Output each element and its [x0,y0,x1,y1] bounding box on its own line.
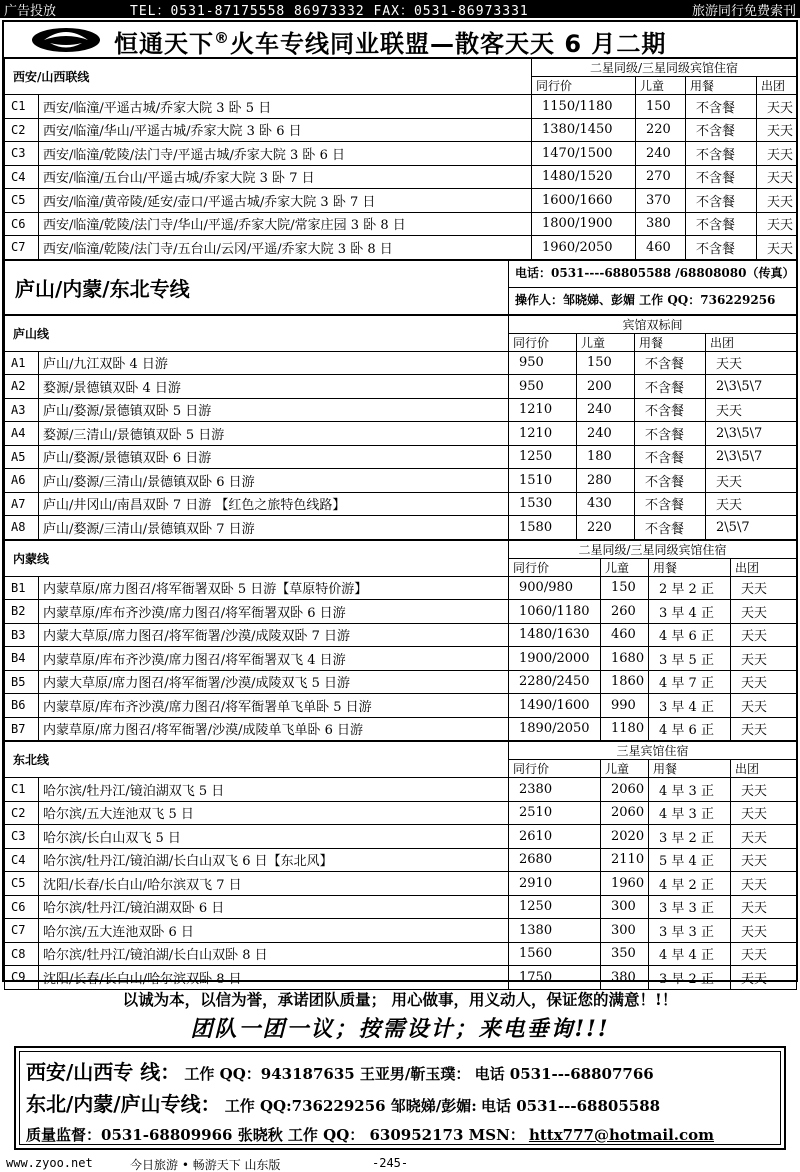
section-title-lushan: 庐山线 [5,315,509,351]
service-slogan: 以诚为本，以信为誉，承诺团队质量； 用心做事，用义动人，保证您的满意！!！ [122,990,678,1009]
child-price: 260 [601,600,649,624]
route-code: B2 [5,600,39,624]
tel-fax: TEL：0531-87175558 86973332 FAX：0531-86973331 [130,3,529,19]
route-code: C6 [5,212,39,236]
meal-info: 不含餐 [635,398,706,422]
route-name: 婺源/景德镇双卧 4 日游 [39,375,509,399]
route-code: B7 [5,717,39,741]
route-code: B1 [5,576,39,600]
child-price: 180 [577,445,635,469]
banner [4,22,796,58]
route-name: 内蒙草原/库布齐沙漠/席力图召/将军衙署双卧 6 日游 [39,600,509,624]
route-name: 西安/临潼/平遥古城/乔家大院 3 卧 5 日 [39,95,532,119]
lodging-caption: 宾馆双标间 [509,315,797,333]
table-row [5,236,797,260]
table-row [5,445,797,469]
departure-days: 天天 [731,919,797,943]
departure-days: 天天 [731,647,797,671]
meal-info: 3 早 3 正 [649,919,731,943]
peer-price: 2510 [509,801,601,825]
child-price: 460 [601,623,649,647]
route-code: C3 [5,825,39,849]
neimeng-table [4,540,797,742]
top-contact-bar [0,0,800,18]
peer-price: 900/980 [509,576,601,600]
table-row [5,778,797,802]
meal-info: 4 早 6 正 [649,623,731,647]
route-name: 沈阳/长春/长白山/哈尔滨双飞 7 日 [39,872,509,896]
departure-days: 天天 [731,694,797,718]
route-name: 庐山/婺源/景德镇双卧 5 日游 [39,398,509,422]
child-price: 150 [636,95,686,119]
meal-info: 4 早 6 正 [649,717,731,741]
route-code: B4 [5,647,39,671]
table-row [5,623,797,647]
child-price: 380 [601,966,649,990]
route-code: C1 [5,778,39,802]
departure-days: 2\3\5\7 [706,422,797,446]
meal-info: 不含餐 [686,212,757,236]
meal-info: 4 早 7 正 [649,670,731,694]
msn-link[interactable]: httx777@hotmail.com [528,1126,715,1144]
peer-price: 1380/1450 [532,118,636,142]
child-price: 430 [577,492,635,516]
child-price: 1860 [601,670,649,694]
route-name: 内蒙草原/席力图召/将军衙署双卧 5 日游【草原特价游】 [39,576,509,600]
col-price: 同行价 [509,333,577,351]
route-name: 内蒙草原/库布齐沙漠/席力图召/将军衙署双飞 4 日游 [39,647,509,671]
route-name: 内蒙大草原/席力图召/将军衙署/沙漠/成陵双卧 7 日游 [39,623,509,647]
route-name: 哈尔滨/牡丹江/镜泊湖/长白山双飞 6 日【东北风】 [39,848,509,872]
departure-days: 天天 [731,623,797,647]
lodging-caption: 二星同级/三星同级宾馆住宿 [509,540,797,558]
child-price: 240 [577,398,635,422]
peer-price: 1750 [509,966,601,990]
departure-days: 天天 [757,212,797,236]
child-price: 350 [601,942,649,966]
departure-days: 天天 [731,895,797,919]
specialty-line-title: 庐山/内蒙/东北专线 [5,260,509,314]
col-meal: 用餐 [649,558,731,576]
page-number: -245- [372,1156,409,1170]
route-code: A4 [5,422,39,446]
departure-days: 2\3\5\7 [706,375,797,399]
route-code: C7 [5,919,39,943]
departure-days: 2\3\5\7 [706,445,797,469]
col-meal: 用餐 [686,77,757,95]
quality-supervision: 质量监督：0531-68809966 张晓秋 工作 QQ： 630952173 MSN： [26,1126,525,1144]
route-code: C5 [5,189,39,213]
meal-info: 4 早 2 正 [649,872,731,896]
peer-price: 1490/1600 [509,694,601,718]
route-name: 哈尔滨/长白山双飞 5 日 [39,825,509,849]
col-child: 儿童 [577,333,635,351]
departure-days: 天天 [731,717,797,741]
table-row [5,919,797,943]
departure-days: 2\5\7 [706,516,797,540]
child-price: 380 [636,212,686,236]
peer-price: 1510 [509,469,577,493]
dongbei-qq: 工作 QQ:736229256 邹晓娣/彭媚: [224,1097,477,1115]
peer-price: 1250 [509,895,601,919]
table-row [5,825,797,849]
table-row [5,375,797,399]
route-name: 西安/临潼/乾陵/法门寺/平遥古城/乔家大院 3 卧 6 日 [39,142,532,166]
peer-price: 1530 [509,492,577,516]
col-price: 同行价 [509,760,601,778]
peer-price: 950 [509,375,577,399]
peer-price: 1250 [509,445,577,469]
meal-info: 3 早 4 正 [649,694,731,718]
route-code: C6 [5,895,39,919]
meal-info: 不含餐 [686,95,757,119]
table-row [5,872,797,896]
peer-price: 1580 [509,516,577,540]
departure-days: 天天 [757,95,797,119]
peer-price: 2380 [509,778,601,802]
section-title-xian: 西安/山西联线 [5,59,532,95]
col-meal: 用餐 [635,333,706,351]
route-name: 内蒙大草原/席力图召/将军衙署/沙漠/成陵双飞 5 日游 [39,670,509,694]
departure-days: 天天 [731,670,797,694]
child-price: 240 [636,142,686,166]
child-price: 280 [577,469,635,493]
meal-info: 不含餐 [635,351,706,375]
route-code: C7 [5,236,39,260]
departure-days: 天天 [757,236,797,260]
meal-info: 4 早 4 正 [649,942,731,966]
departure-days: 天天 [731,801,797,825]
route-name: 西安/临潼/华山/平遥古城/乔家大院 3 卧 6 日 [39,118,532,142]
table-row [5,189,797,213]
route-code: C1 [5,95,39,119]
departure-days: 天天 [731,966,797,990]
departure-days: 天天 [731,825,797,849]
banner-title [114,24,666,59]
departure-days: 天天 [731,600,797,624]
footer-publication: 今日旅游 • 畅游天下 山东版 [130,1158,281,1172]
child-price: 990 [601,694,649,718]
route-code: C2 [5,118,39,142]
departure-days: 天天 [757,165,797,189]
col-departure: 出团 [706,333,797,351]
route-code: A3 [5,398,39,422]
xian-phone: 电话 0531---68807766 [474,1065,654,1083]
departure-days: 天天 [706,351,797,375]
peer-price: 2680 [509,848,601,872]
company-logo-icon [30,26,102,54]
child-price: 270 [636,165,686,189]
route-code: A8 [5,516,39,540]
table-row [5,351,797,375]
route-code: C4 [5,848,39,872]
ad-label: 广告投放 [4,3,57,19]
route-code: A1 [5,351,39,375]
route-code: A2 [5,375,39,399]
contact-box [14,1046,786,1150]
route-code: C4 [5,165,39,189]
table-row [5,469,797,493]
col-child: 儿童 [601,558,649,576]
peer-price: 2610 [509,825,601,849]
contact-row-quality [26,1124,714,1145]
route-code: C8 [5,942,39,966]
col-meal: 用餐 [649,760,731,778]
route-code: C9 [5,966,39,990]
table-row [5,422,797,446]
meal-info: 不含餐 [686,236,757,260]
specialty-line-band [4,260,797,315]
table-row [5,942,797,966]
departure-days: 天天 [731,942,797,966]
peer-price: 1480/1520 [532,165,636,189]
lushan-table [4,315,797,540]
table-row [5,647,797,671]
peer-price: 1600/1660 [532,189,636,213]
route-name: 西安/临潼/乾陵/法门寺/华山/平遥/乔家大院/常家庄园 3 卧 8 日 [39,212,532,236]
departure-days: 天天 [757,118,797,142]
table-row [5,118,797,142]
route-code: B3 [5,623,39,647]
col-departure: 出团 [757,77,797,95]
child-price: 300 [601,895,649,919]
route-name: 西安/临潼/乾陵/法门寺/五台山/云冈/平遥/乔家大院 3 卧 8 日 [39,236,532,260]
meal-info: 3 早 5 正 [649,647,731,671]
child-price: 220 [636,118,686,142]
departure-days: 天天 [731,778,797,802]
table-row [5,966,797,990]
peer-price: 1480/1630 [509,623,601,647]
contact-row-xian [26,1056,654,1085]
meal-info: 不含餐 [686,118,757,142]
meal-info: 不含餐 [635,492,706,516]
table-row [5,717,797,741]
departure-days: 天天 [731,576,797,600]
dongbei-line-label: 东北/内蒙/庐山专线： [26,1092,221,1116]
route-code: C5 [5,872,39,896]
route-name: 内蒙草原/库布齐沙漠/席力图召/将军衙署单飞单卧 5 日游 [39,694,509,718]
departure-days: 天天 [731,872,797,896]
route-code: A7 [5,492,39,516]
table-row [5,576,797,600]
child-price: 200 [577,375,635,399]
departure-days: 天天 [757,189,797,213]
peer-price: 1560 [509,942,601,966]
peer-price: 1060/1180 [509,600,601,624]
route-name: 婺源/三清山/景德镇双卧 5 日游 [39,422,509,446]
col-child: 儿童 [636,77,686,95]
table-row [5,492,797,516]
xian-qq: 工作 QQ：943187635 王亚男/靳玉璞： [184,1065,471,1083]
peer-price: 1890/2050 [509,717,601,741]
page-footer [0,1154,800,1172]
table-row [5,694,797,718]
route-name: 庐山/婺源/三清山/景德镇双卧 6 日游 [39,469,509,493]
dongbei-table [4,741,797,990]
team-slogan: 团队一团一议；按需设计；来电垂询!!! [190,1016,610,1042]
table-row [5,95,797,119]
peer-price: 1900/2000 [509,647,601,671]
meal-info: 3 早 4 正 [649,600,731,624]
route-code: B6 [5,694,39,718]
peer-price: 950 [509,351,577,375]
route-code: A6 [5,469,39,493]
table-row [5,212,797,236]
col-price: 同行价 [532,77,636,95]
xian-shanxi-table [4,58,797,260]
child-price: 300 [601,919,649,943]
section-title-dongbei: 东北线 [5,742,509,778]
peer-price: 1800/1900 [532,212,636,236]
departure-days: 天天 [706,492,797,516]
dongbei-phone: 电话 0531---68805588 [480,1097,661,1115]
table-row [5,165,797,189]
peer-price: 1380 [509,919,601,943]
route-name: 西安/临潼/黄帝陵/延安/壶口/平遥古城/乔家大院 3 卧 7 日 [39,189,532,213]
departure-days: 天天 [757,142,797,166]
table-row [5,848,797,872]
peer-price: 1150/1180 [532,95,636,119]
child-price: 2060 [601,778,649,802]
table-row [5,895,797,919]
peer-price: 1210 [509,398,577,422]
col-price: 同行价 [509,558,601,576]
route-name: 内蒙草原/席力图召/将军衙署/沙漠/成陵单飞单卧 6 日游 [39,717,509,741]
route-name: 庐山/婺源/景德镇双卧 6 日游 [39,445,509,469]
contact-phone: 电话：0531----68805588 /68808080（传真） [509,260,797,287]
meal-info: 3 早 2 正 [649,966,731,990]
meal-info: 不含餐 [635,422,706,446]
route-name: 哈尔滨/五大连池双卧 6 日 [39,919,509,943]
col-departure: 出团 [731,558,797,576]
xian-line-label: 西安/山西专 线： [26,1060,181,1084]
meal-info: 3 早 2 正 [649,825,731,849]
table-row [5,398,797,422]
peer-price: 1210 [509,422,577,446]
route-code: C3 [5,142,39,166]
route-name: 哈尔滨/牡丹江/镜泊湖双飞 5 日 [39,778,509,802]
section-title-neimeng: 内蒙线 [5,540,509,576]
child-price: 150 [601,576,649,600]
meal-info: 不含餐 [686,189,757,213]
table-row [5,600,797,624]
table-row [5,670,797,694]
child-price: 1180 [601,717,649,741]
brand-name: 恒通天下 [114,30,214,58]
route-name: 哈尔滨/牡丹江/镜泊湖/长白山双卧 8 日 [39,942,509,966]
route-name: 庐山/九江双卧 4 日游 [39,351,509,375]
meal-info: 不含餐 [635,469,706,493]
tour-price-frame [2,20,798,987]
route-code: A5 [5,445,39,469]
lodging-caption: 二星同级/三星同级宾馆住宿 [532,59,797,77]
lodging-caption: 三星宾馆住宿 [509,742,797,760]
child-price: 2020 [601,825,649,849]
meal-info: 4 早 3 正 [649,778,731,802]
route-name: 庐山/婺源/三清山/景德镇双卧 7 日游 [39,516,509,540]
route-name: 沈阳/长春/长白山/哈尔滨双卧 8 日 [39,966,509,990]
peer-price: 1470/1500 [532,142,636,166]
contact-operator: 操作人：邹晓娣、彭媚 工作 QQ：736229256 [509,287,797,314]
peer-price: 1960/2050 [532,236,636,260]
col-departure: 出团 [731,760,797,778]
route-name: 哈尔滨/五大连池双飞 5 日 [39,801,509,825]
route-name: 哈尔滨/牡丹江/镜泊湖双卧 6 日 [39,895,509,919]
free-copy-label: 旅游同行免费索刊 [691,3,796,19]
child-price: 150 [577,351,635,375]
meal-info: 不含餐 [635,516,706,540]
child-price: 1680 [601,647,649,671]
meal-info: 不含餐 [635,445,706,469]
child-price: 2110 [601,848,649,872]
departure-days: 天天 [706,398,797,422]
meal-info: 3 早 3 正 [649,895,731,919]
departure-days: 天天 [731,848,797,872]
meal-info: 不含餐 [635,375,706,399]
meal-info: 4 早 3 正 [649,801,731,825]
banner-subtitle: 火车专线同业联盟—散客天天 6 月二期 [230,30,667,58]
footer-website: www.zyoo.net [6,1156,93,1170]
registered-mark: ® [214,29,230,47]
meal-info: 不含餐 [686,142,757,166]
child-price: 370 [636,189,686,213]
route-name: 庐山/井冈山/南昌双卧 7 日游 【红色之旅特色线路】 [39,492,509,516]
meal-info: 不含餐 [686,165,757,189]
peer-price: 2280/2450 [509,670,601,694]
table-row [5,142,797,166]
child-price: 2060 [601,801,649,825]
departure-days: 天天 [706,469,797,493]
col-child: 儿童 [601,760,649,778]
route-code: C2 [5,801,39,825]
route-code: B5 [5,670,39,694]
table-row [5,516,797,540]
table-row [5,801,797,825]
child-price: 460 [636,236,686,260]
child-price: 240 [577,422,635,446]
child-price: 1960 [601,872,649,896]
meal-info: 5 早 4 正 [649,848,731,872]
child-price: 220 [577,516,635,540]
meal-info: 2 早 2 正 [649,576,731,600]
peer-price: 2910 [509,872,601,896]
route-name: 西安/临潼/五台山/平遥古城/乔家大院 3 卧 7 日 [39,165,532,189]
contact-row-dongbei [26,1088,660,1117]
